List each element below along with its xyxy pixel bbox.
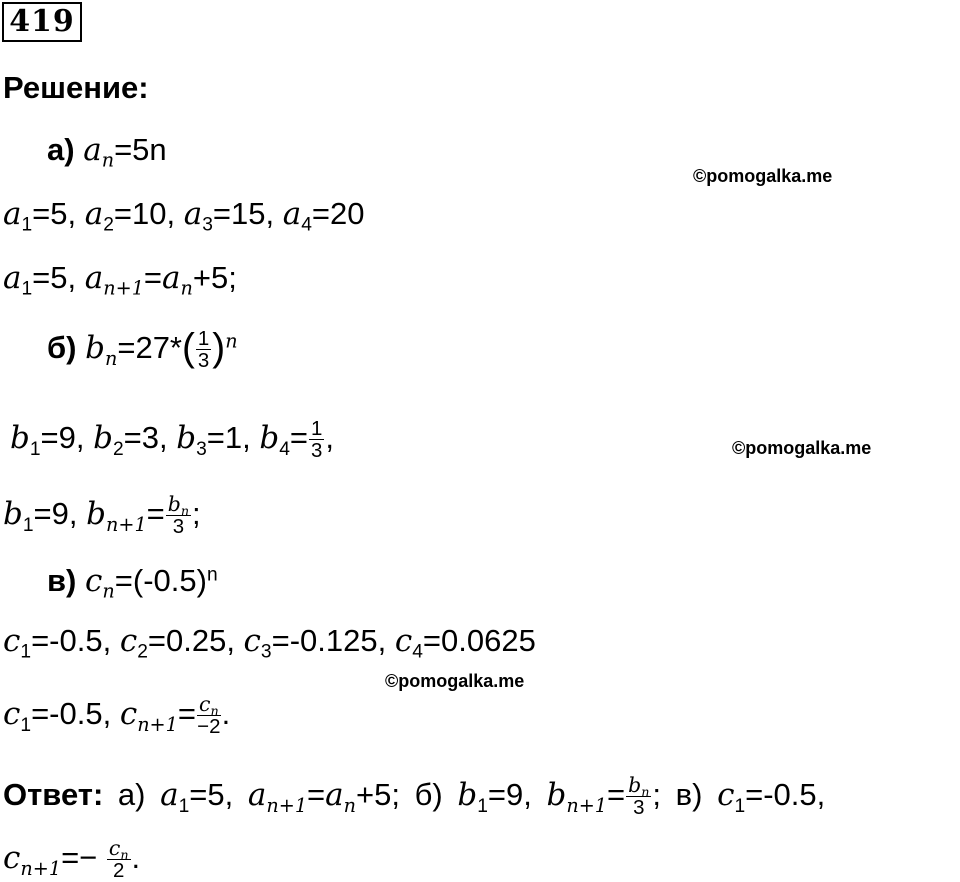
sub-4: 4 xyxy=(412,641,423,663)
var-c: c xyxy=(119,623,138,659)
equals: = xyxy=(146,496,165,532)
var-a: a xyxy=(247,777,267,814)
sub-n-plus-1: n+1 xyxy=(103,276,144,300)
var-c: c xyxy=(3,840,21,877)
paren-open: ( xyxy=(182,326,195,370)
var-a: a xyxy=(282,196,302,232)
exp-n: n xyxy=(206,564,218,586)
part-a-label: а) xyxy=(47,132,75,167)
var-c: c xyxy=(198,692,211,716)
var-a: a xyxy=(183,196,203,232)
sub-n: n xyxy=(641,784,650,800)
fraction-cn-over-neg2 xyxy=(197,694,221,738)
var-b: b xyxy=(93,420,113,457)
var-c: c xyxy=(243,623,261,659)
equals-minus: =− xyxy=(61,840,98,876)
sub-1: 1 xyxy=(477,795,488,817)
fraction-b4 xyxy=(309,418,324,462)
a-n-value: =5n xyxy=(114,132,167,167)
var-a: a xyxy=(3,260,22,296)
sub-2: 2 xyxy=(112,438,124,460)
var-c: c xyxy=(3,696,21,733)
part-b-recurrence xyxy=(3,494,201,538)
sub-4: 4 xyxy=(279,438,290,460)
var-b: b xyxy=(3,496,23,533)
frac-num: 1 xyxy=(311,417,323,440)
b4-tail: , xyxy=(325,420,335,456)
var-b: b xyxy=(10,420,30,457)
part-b-terms xyxy=(10,418,334,462)
answer-b-tail: ; xyxy=(652,777,662,813)
sub-3: 3 xyxy=(202,214,213,236)
sub-1: 1 xyxy=(21,278,33,300)
sub-n: n xyxy=(101,148,115,172)
part-v-formula xyxy=(47,563,218,603)
answer-marker-v: в) xyxy=(675,777,703,813)
var-b: b xyxy=(167,492,181,516)
var-b: b xyxy=(86,496,106,533)
sub-n-plus-1: n+1 xyxy=(137,712,178,736)
part-v-recurrence xyxy=(3,694,230,738)
sub-n: n xyxy=(120,847,129,863)
var-c: c xyxy=(394,623,413,659)
frac-num: 1 xyxy=(197,327,210,350)
part-v-terms xyxy=(3,623,536,663)
var-a: a xyxy=(325,777,344,814)
var-a: a xyxy=(83,132,102,168)
b4-eq: = xyxy=(289,420,309,456)
var-b: b xyxy=(85,330,105,367)
frac-den: 3 xyxy=(172,515,185,539)
sub-4: 4 xyxy=(301,214,312,236)
sub-3: 3 xyxy=(260,641,272,663)
sub-n: n xyxy=(210,703,219,719)
c2-value: =0.25, xyxy=(147,623,244,658)
frac-den: −2 xyxy=(197,715,221,739)
a-rec-first: =5, xyxy=(32,260,85,295)
watermark-2: ©pomogalka.me xyxy=(732,438,872,458)
sub-n: n xyxy=(104,346,118,370)
fraction-one-third xyxy=(196,328,211,372)
var-c: c xyxy=(108,836,121,860)
frac-den: 2 xyxy=(113,859,125,882)
equals: = xyxy=(177,696,196,732)
part-b-formula xyxy=(47,328,238,372)
answer-fraction-b xyxy=(626,775,651,819)
answer-line-2 xyxy=(3,838,140,882)
sub-1: 1 xyxy=(22,514,34,536)
var-a: a xyxy=(84,260,104,296)
sub-n: n xyxy=(343,793,357,817)
b2-value: =3, xyxy=(123,420,177,456)
sub-1: 1 xyxy=(20,641,32,663)
answer-marker-a: а) xyxy=(117,777,146,813)
a-rec-tail: +5; xyxy=(192,260,237,295)
frac-den: 3 xyxy=(197,349,210,373)
b-n-prefix: =27* xyxy=(117,330,182,366)
frac-den: 3 xyxy=(311,439,323,463)
answer-marker-b: б) xyxy=(414,777,443,813)
sub-n: n xyxy=(180,276,193,300)
c4-value: =0.0625 xyxy=(422,623,536,658)
var-c: c xyxy=(717,777,735,814)
answer-label: Ответ: xyxy=(3,777,104,813)
sub-n-plus-1: n+1 xyxy=(105,512,147,536)
sub-n-plus-1: n+1 xyxy=(20,856,62,880)
answer-b1: =9, xyxy=(487,777,532,813)
var-a: a xyxy=(3,196,22,232)
sub-3: 3 xyxy=(196,438,207,460)
var-b: b xyxy=(628,773,642,797)
solution-heading: Решение: xyxy=(3,70,149,105)
var-c: c xyxy=(85,563,103,599)
equals: = xyxy=(607,777,626,813)
var-b: b xyxy=(176,420,197,457)
answer-a1: =5, xyxy=(189,777,234,813)
b1-value: =9, xyxy=(40,420,94,456)
c-n-value: =(-0.5) xyxy=(114,563,207,598)
b-rec-tail: ; xyxy=(192,496,201,532)
sub-2: 2 xyxy=(137,641,148,663)
exp-n: n xyxy=(225,329,238,353)
var-a: a xyxy=(84,196,104,232)
sub-1: 1 xyxy=(734,795,746,817)
sub-n-plus-1: n+1 xyxy=(566,793,608,817)
var-b: b xyxy=(457,777,478,814)
a4-value: =20 xyxy=(311,196,365,231)
sub-1: 1 xyxy=(21,214,33,236)
c1-value: =-0.5, xyxy=(31,623,120,658)
sub-n: n xyxy=(102,579,115,603)
part-a-recurrence xyxy=(3,260,237,300)
c-rec-tail: . xyxy=(221,696,231,732)
var-a: a xyxy=(160,777,179,814)
var-b: b xyxy=(259,420,280,457)
answer-line-1 xyxy=(3,775,825,819)
watermark-1: ©pomogalka.me xyxy=(693,166,833,186)
c-rec-first: =-0.5, xyxy=(31,696,120,732)
sub-n: n xyxy=(180,503,190,519)
fraction-bn-over-3 xyxy=(166,494,191,538)
part-b-label: б) xyxy=(47,330,77,366)
sub-1: 1 xyxy=(20,714,32,736)
equals: = xyxy=(307,777,326,813)
b3-value: =1, xyxy=(206,420,260,456)
var-c: c xyxy=(3,623,21,659)
a1-value: =5, xyxy=(32,196,85,231)
watermark-3: ©pomogalka.me xyxy=(385,671,525,691)
frac-den: 3 xyxy=(633,796,645,820)
sub-1: 1 xyxy=(178,795,190,817)
paren-close: ) xyxy=(212,326,226,370)
sub-1: 1 xyxy=(29,438,41,460)
c3-value: =-0.125, xyxy=(271,623,395,658)
a2-value: =10, xyxy=(113,196,184,231)
answer-fraction-c xyxy=(107,838,131,882)
part-a-terms xyxy=(3,196,365,236)
sub-n-plus-1: n+1 xyxy=(266,793,308,817)
part-v-label: в) xyxy=(47,563,77,598)
a3-value: =15, xyxy=(212,196,283,231)
part-a-formula xyxy=(47,132,167,172)
var-b: b xyxy=(546,777,567,814)
var-a: a xyxy=(162,260,181,296)
problem-number: 419 xyxy=(2,2,82,42)
var-c: c xyxy=(119,696,138,733)
answer-c1: =-0.5, xyxy=(745,777,826,813)
sub-2: 2 xyxy=(103,214,114,236)
answer-c-tail: . xyxy=(131,840,141,876)
b-rec-first: =9, xyxy=(33,496,87,532)
answer-a-tail: +5; xyxy=(356,777,400,813)
equals: = xyxy=(143,260,163,295)
